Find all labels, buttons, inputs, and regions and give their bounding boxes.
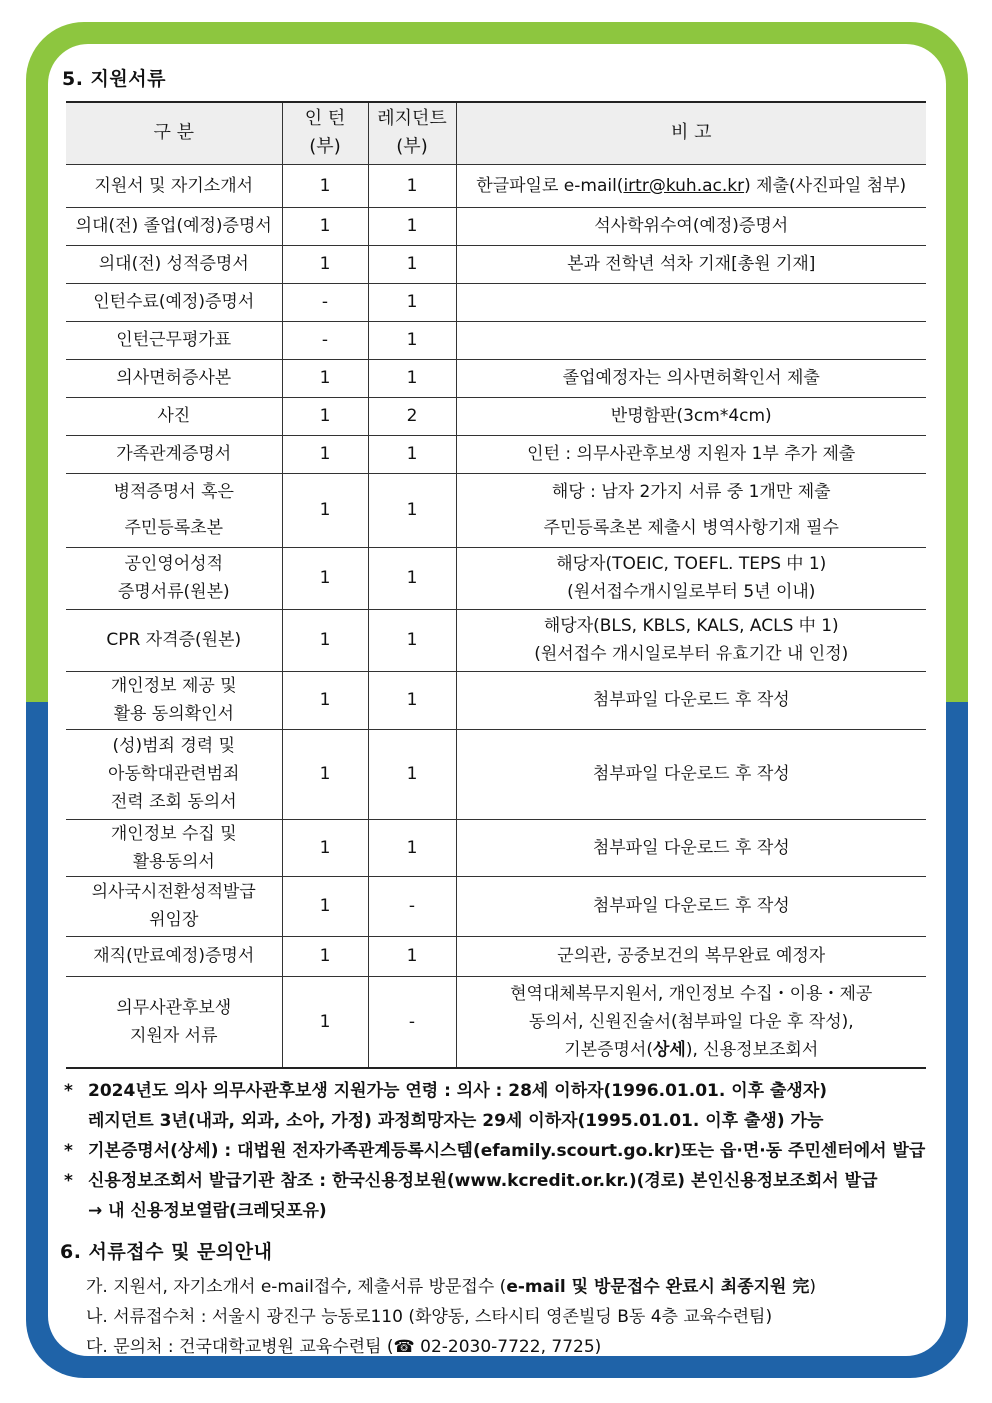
intern-count: 1 [282,671,368,729]
table-row [66,936,926,976]
asterisk-mark: * [64,1081,73,1101]
contact-block [86,1272,946,1362]
contact-item [86,1332,946,1362]
intern-count: 1 [282,473,368,547]
resident-count: 1 [368,359,456,397]
intern-count: 1 [282,207,368,245]
resident-count: 1 [368,473,456,547]
header-category: 구 분 [66,102,282,164]
note-text: 2024년도 의사 의무사관후보생 지원가능 연령 : 의사 : 28세 이하자(1996.01.01. 이후 출생자) [88,1081,828,1101]
doc-name: 병적증명서 혹은 주민등록초본 [66,473,282,547]
table-row [66,207,926,245]
table-row [66,245,926,283]
header-resident: 레지던트 (부) [368,102,456,164]
resident-count: 1 [368,164,456,207]
contact-item [86,1302,946,1332]
table-row [66,397,926,435]
documents-table [66,101,926,1069]
doc-note [456,283,926,321]
intern-count: 1 [282,819,368,876]
table-row [66,671,926,729]
table-header-row [66,102,926,164]
email-link[interactable]: irtr@kuh.ac.kr [623,175,745,196]
resident-count: 1 [368,283,456,321]
note-text: ) 제출(사진파일 첨부) [744,175,907,196]
contact-item [86,1272,946,1302]
doc-name: 의무사관후보생 지원자 서류 [66,976,282,1068]
resident-count: 2 [368,397,456,435]
intern-count: 1 [282,359,368,397]
table-row [66,359,926,397]
resident-count: - [368,876,456,936]
intern-count: 1 [282,397,368,435]
resident-count: 1 [368,245,456,283]
doc-name: (성)범죄 경력 및 아동학대관련범죄 전력 조회 동의서 [66,729,282,819]
doc-name: 지원서 및 자기소개서 [66,164,282,207]
doc-note [456,976,926,1068]
section6-title: 6. 서류접수 및 문의안내 [60,1241,273,1263]
contact-bold-text: e-mail 및 방문접수 완료시 최종지원 完 [506,1277,810,1297]
resident-count: 1 [368,321,456,359]
note-text: 한글파일로 e-mail( [476,175,624,196]
intern-count: 1 [282,547,368,609]
table-row [66,473,926,547]
resident-count: 1 [368,671,456,729]
contact-text: ) [809,1277,817,1297]
table-row [66,321,926,359]
note-text: 기본증명서(상세) : 대법원 전자가족관계등록시스템(efamily.scourt.go.kr)또는 읍·면·동 주민센터에서 발급 [88,1141,926,1161]
doc-name: 의사면허증사본 [66,359,282,397]
doc-name: 재직(만료예정)증명서 [66,936,282,976]
asterisk-mark: * [64,1141,73,1161]
doc-name: 공인영어성적 증명서류(원본) [66,547,282,609]
doc-note: 해당자(BLS, KBLS, KALS, ACLS 中 1) (원서접수 개시일로부터 유효기간 내 인정) [456,609,926,671]
note-line [64,1136,964,1166]
table-row [66,976,926,1068]
doc-note: 첨부파일 다운로드 후 작성 [456,819,926,876]
doc-name: 가족관계증명서 [66,435,282,473]
table-row [66,729,926,819]
note-text: 현역대체복무지원서, 개인정보 수집・이용・제공 동의서, 신원진술서(첨부파일 다운 후 작성), 기본증명서( [510,983,873,1060]
doc-note: 해당자(TOEIC, TOEFL. TEPS 中 1) (원서접수개시일로부터 5년 이내) [456,547,926,609]
intern-count: 1 [282,245,368,283]
doc-note: 첨부파일 다운로드 후 작성 [456,876,926,936]
doc-name: 의대(전) 성적증명서 [66,245,282,283]
doc-note [456,164,926,207]
table-row [66,819,926,876]
doc-note: 첨부파일 다운로드 후 작성 [456,671,926,729]
resident-count: 1 [368,729,456,819]
doc-name: CPR 자격증(원본) [66,609,282,671]
note-line: 레지던트 3년(내과, 외과, 소아, 가정) 과정희망자는 29세 이하자(1995.01.01. 이후 출생) 가능 [88,1111,824,1131]
contact-text: 나. 서류접수처 : 서울시 광진구 능동로110 (화양동, 스타시티 영존빌딩 B동 4층 교육수련팀) [86,1307,773,1327]
resident-count: 1 [368,435,456,473]
intern-count: 1 [282,876,368,936]
contact-text: 02-2030-7722, 7725) [414,1337,602,1357]
doc-note: 군의관, 공중보건의 복무완료 예정자 [456,936,926,976]
resident-count: - [368,976,456,1068]
intern-count: 1 [282,164,368,207]
note-text: ), 신용정보조회서 [685,1039,819,1060]
doc-name: 사진 [66,397,282,435]
resident-count: 1 [368,609,456,671]
table-row [66,609,926,671]
table-row [66,283,926,321]
doc-note: 해당 : 남자 2가지 서류 중 1개만 제출 주민등록초본 제출시 병역사항기재 필수 [456,473,926,547]
intern-count: 1 [282,729,368,819]
resident-count: 1 [368,547,456,609]
doc-name: 개인정보 수집 및 활용동의서 [66,819,282,876]
note-line [64,1166,964,1196]
doc-note: 졸업예정자는 의사면허확인서 제출 [456,359,926,397]
doc-note: 반명함판(3cm*4cm) [456,397,926,435]
doc-name: 인턴근무평가표 [66,321,282,359]
table-row [66,435,926,473]
header-note: 비 고 [456,102,926,164]
doc-name: 의대(전) 졸업(예정)증명서 [66,207,282,245]
doc-note: 인턴 : 의무사관후보생 지원자 1부 추가 제출 [456,435,926,473]
section5-title: 5. 지원서류 [62,68,166,90]
doc-name: 인턴수료(예정)증명서 [66,283,282,321]
doc-note [456,321,926,359]
intern-count: 1 [282,435,368,473]
doc-note: 석사학위수여(예정)증명서 [456,207,926,245]
table-row [66,547,926,609]
intern-count: - [282,321,368,359]
doc-note: 첨부파일 다운로드 후 작성 [456,729,926,819]
note-bold-text: 상세 [652,1039,686,1060]
note-line [64,1076,964,1106]
intern-count: - [282,283,368,321]
resident-count: 1 [368,207,456,245]
note-text: 신용정보조회서 발급기관 참조 : 한국신용정보원(www.kcredit.or.kr.)(경로) 본인신용정보조회서 발급 [88,1171,878,1191]
phone-icon: ☎ [393,1337,415,1357]
resident-count: 1 [368,819,456,876]
intern-count: 1 [282,609,368,671]
intern-count: 1 [282,936,368,976]
doc-note: 본과 전학년 석차 기재[총원 기재] [456,245,926,283]
contact-text: 다. 문의처 : 건국대학교병원 교육수련팀 ( [86,1337,394,1357]
contact-text: 가. 지원서, 자기소개서 e-mail접수, 제출서류 방문접수 ( [86,1277,507,1297]
table-row [66,876,926,936]
note-line: → 내 신용정보열람(크레딧포유) [88,1201,327,1221]
notes-block [64,1076,964,1226]
intern-count: 1 [282,976,368,1068]
doc-name: 의사국시전환성적발급 위임장 [66,876,282,936]
doc-name: 개인정보 제공 및 활용 동의확인서 [66,671,282,729]
resident-count: 1 [368,936,456,976]
header-intern: 인 턴 (부) [282,102,368,164]
table-row [66,164,926,207]
asterisk-mark: * [64,1171,73,1191]
